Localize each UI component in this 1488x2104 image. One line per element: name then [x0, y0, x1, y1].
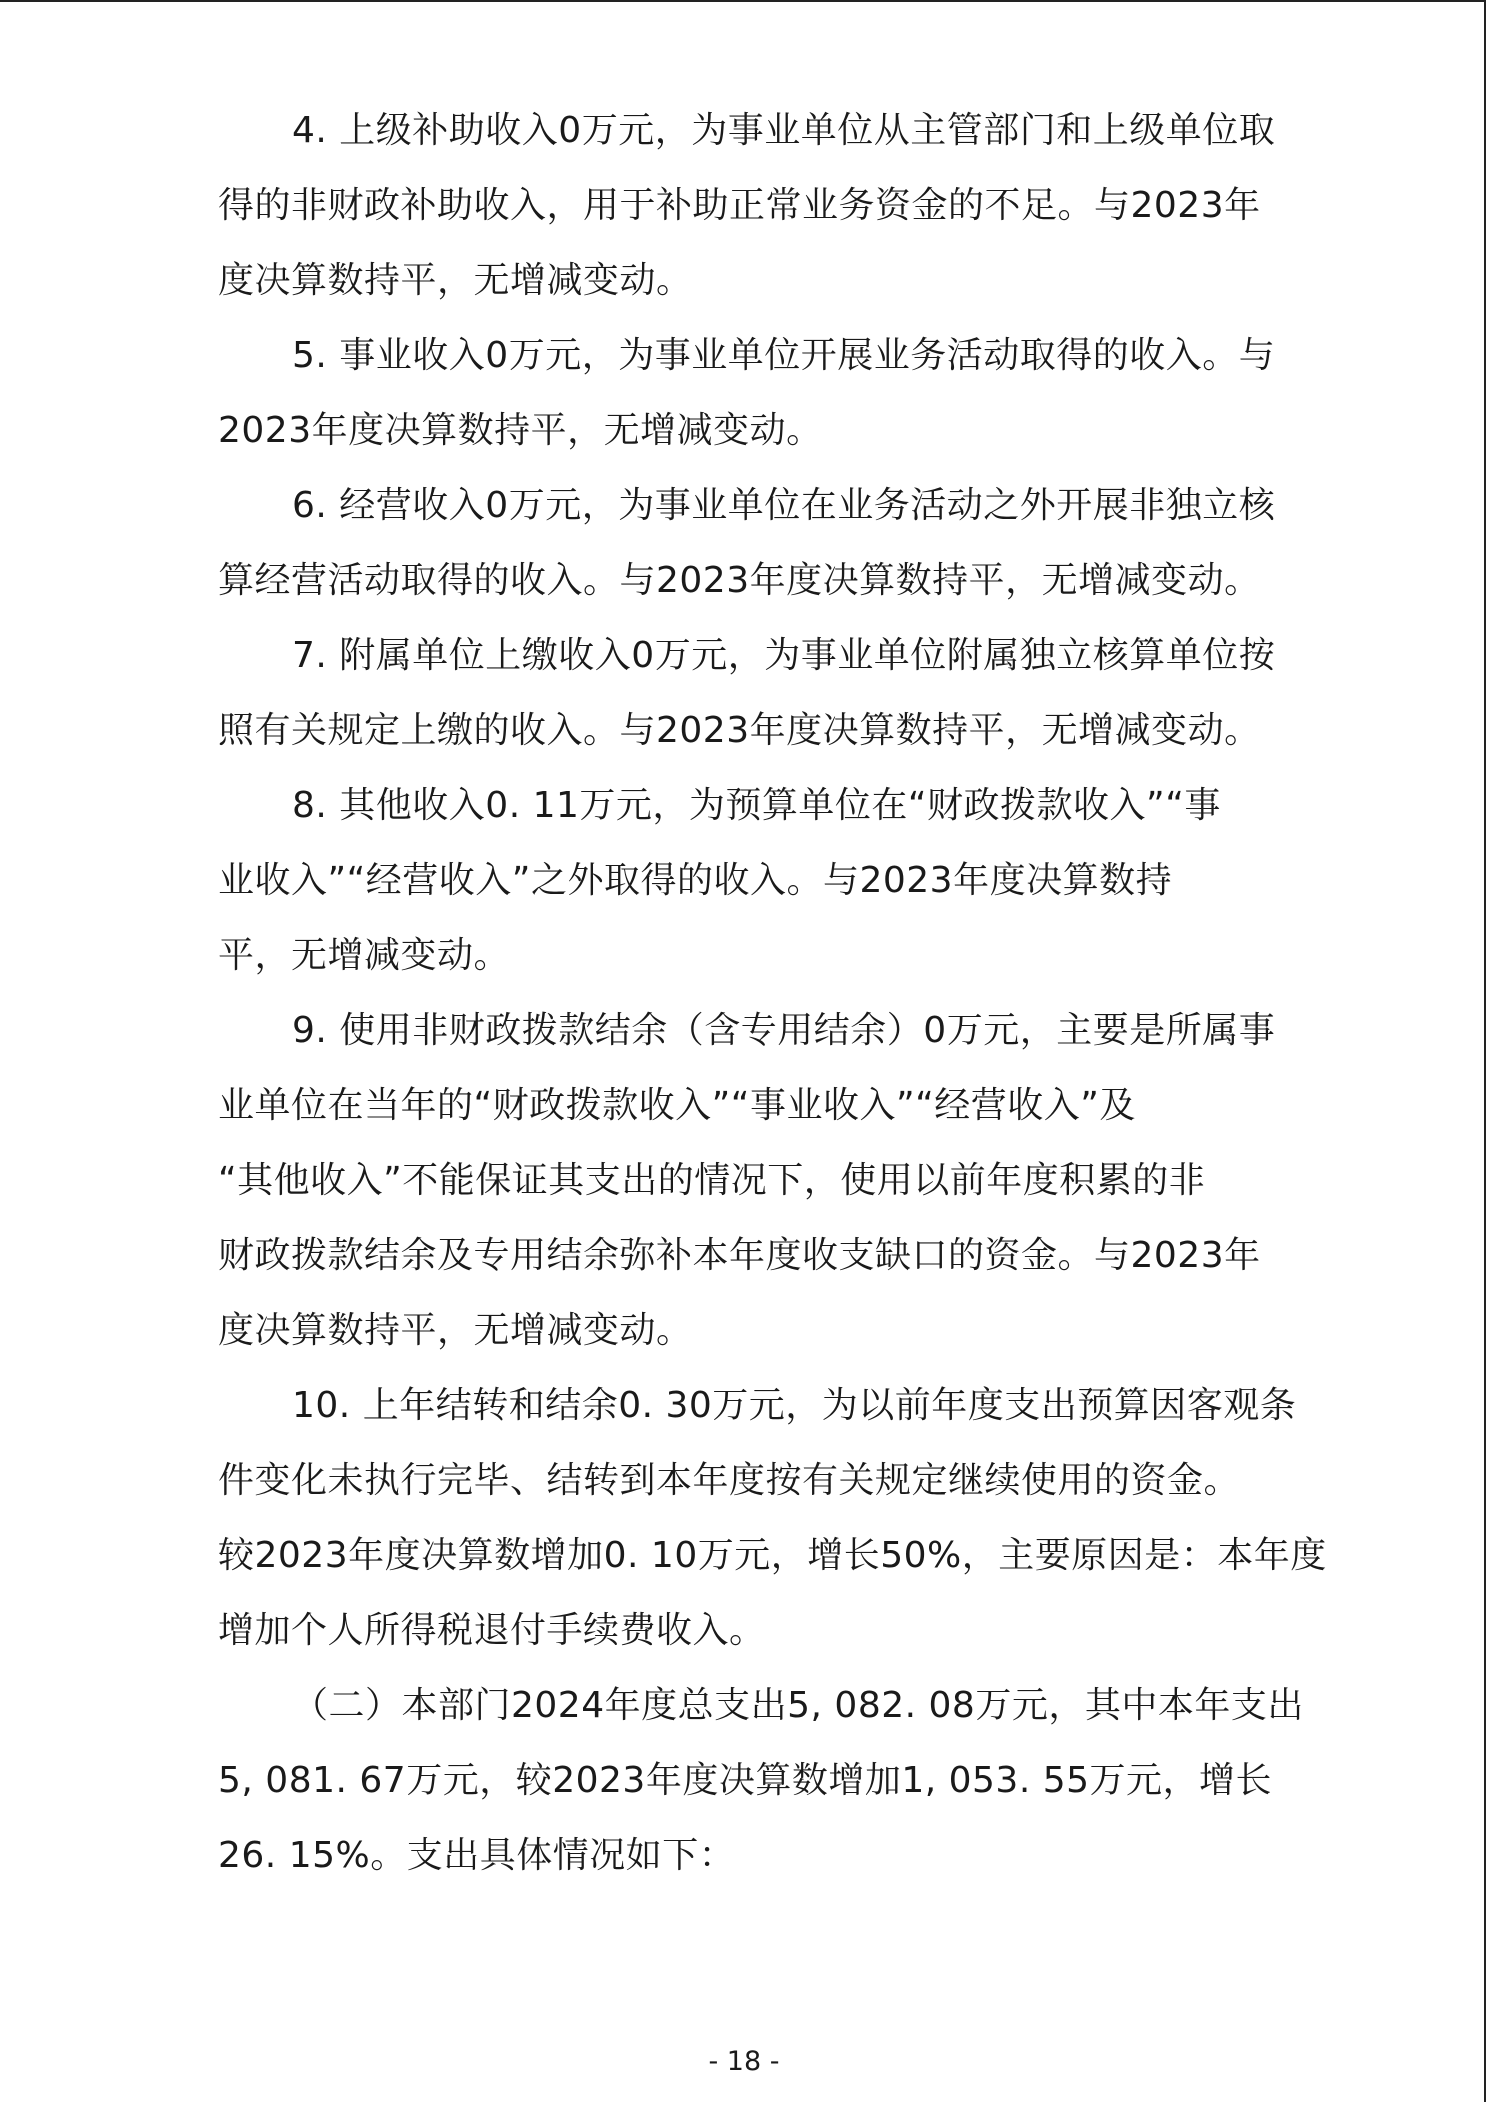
text-line: 10. 上年结转和结余0. 30万元，为以前年度支出预算因客观条	[292, 1385, 1297, 1426]
text-line: 26. 15%。支出具体情况如下：	[218, 1835, 736, 1876]
paragraph-item-10	[218, 1368, 1327, 1668]
text-line: 增加个人所得税退付手续费收入。	[218, 1610, 766, 1651]
text-line: 照有关规定上缴的收入。与2023年度决算数持平，无增减变动。	[218, 710, 1261, 751]
paragraph-item-8	[218, 768, 1288, 993]
paragraph-section-expenditure	[218, 1668, 1304, 1893]
paragraph-item-5	[218, 318, 1288, 468]
text-line: 5, 081. 67万元，较2023年度决算数增加1, 053. 55万元，增长	[218, 1760, 1273, 1801]
text-line: 6. 经营收入0万元，为事业单位在业务活动之外开展非独立核	[292, 485, 1276, 526]
text-line: 5. 事业收入0万元，为事业单位开展业务活动取得的收入。与	[292, 335, 1276, 376]
text-line: 2023年度决算数持平，无增减变动。	[218, 410, 823, 451]
text-line: 7. 附属单位上缴收入0万元，为事业单位附属独立核算单位按	[292, 635, 1276, 676]
paragraph-item-4	[218, 93, 1288, 318]
text-line: 8. 其他收入0. 11万元，为预算单位在“财政拨款收入”“事	[292, 785, 1221, 826]
document-body	[218, 93, 1327, 1893]
text-line: 件变化未执行完毕、结转到本年度按有关规定继续使用的资金。	[218, 1460, 1241, 1501]
text-line: 业单位在当年的“财政拨款收入”“事业收入”“经营收入”及	[218, 1085, 1136, 1126]
paragraph-item-9	[218, 993, 1288, 1368]
text-line: 平，无增减变动。	[218, 935, 511, 976]
text-line: 业收入”“经营收入”之外取得的收入。与2023年度决算数持	[218, 860, 1173, 901]
text-line: 度决算数持平，无增减变动。	[218, 260, 693, 301]
text-line: 9. 使用非财政拨款结余（含专用结余）0万元，主要是所属事	[292, 1010, 1276, 1051]
text-line: “其他收入”不能保证其支出的情况下，使用以前年度积累的非	[218, 1160, 1206, 1201]
text-line: 得的非财政补助收入，用于补助正常业务资金的不足。与2023年	[218, 185, 1261, 226]
paragraph-item-6	[218, 468, 1288, 618]
text-line: 较2023年度决算数增加0. 10万元，增长50%，主要原因是：本年度	[218, 1535, 1327, 1576]
text-line: 4. 上级补助收入0万元，为事业单位从主管部门和上级单位取	[292, 110, 1276, 151]
page-number: - 18 -	[708, 2046, 780, 2077]
text-line: （二）本部门2024年度总支出5, 082. 08万元，其中本年支出	[292, 1685, 1304, 1726]
text-line: 度决算数持平，无增减变动。	[218, 1310, 693, 1351]
text-line: 财政拨款结余及专用结余弥补本年度收支缺口的资金。与2023年	[218, 1235, 1261, 1276]
text-line: 算经营活动取得的收入。与2023年度决算数持平，无增减变动。	[218, 560, 1261, 601]
paragraph-item-7	[218, 618, 1288, 768]
